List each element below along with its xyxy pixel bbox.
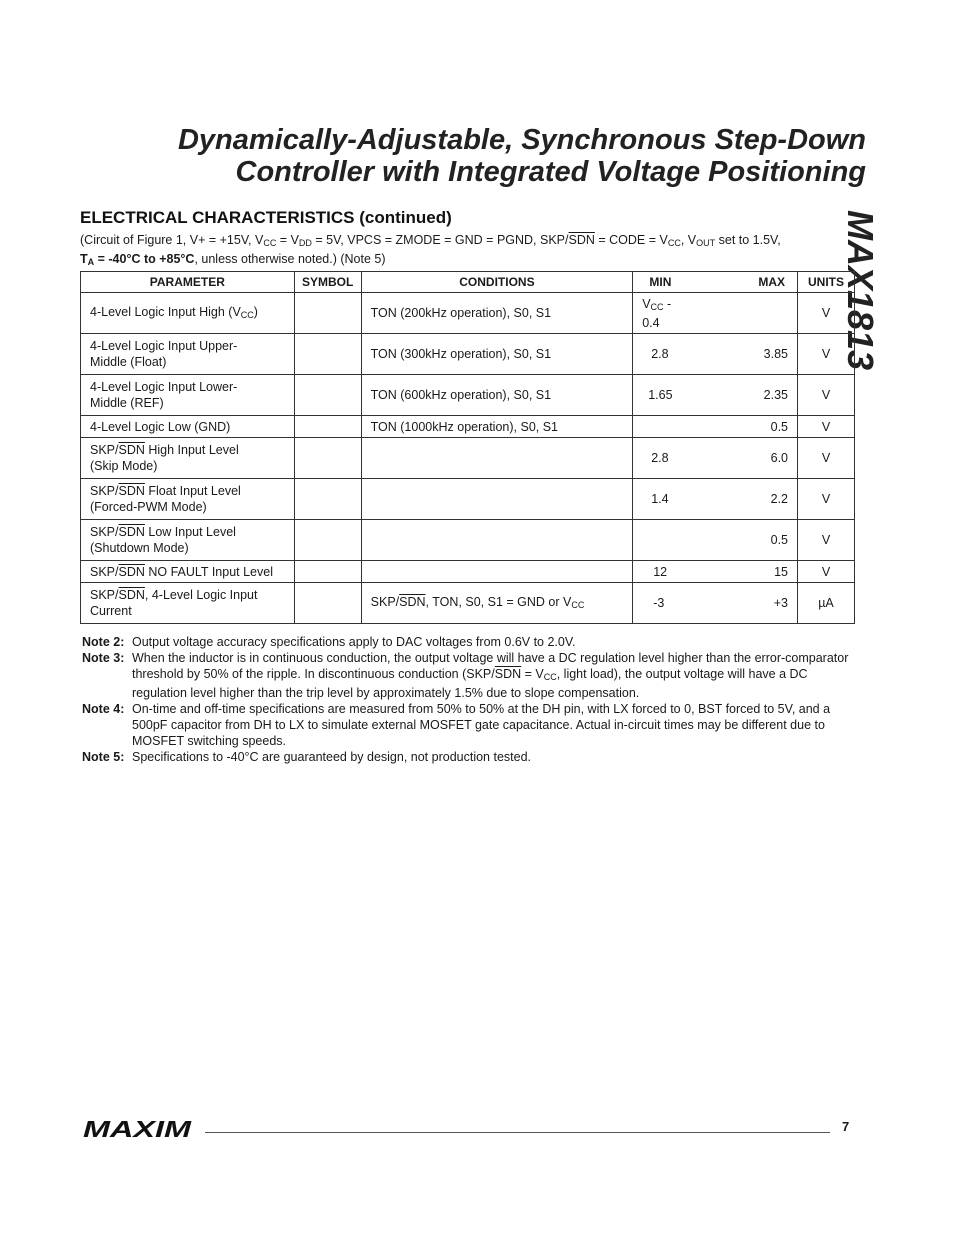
table-row (81, 334, 855, 375)
cell-symbol (294, 438, 361, 479)
section-heading: ELECTRICAL CHARACTERISTICS (continued) (80, 208, 452, 227)
page-number: 7 (842, 1119, 850, 1134)
cell-units: V (798, 520, 855, 561)
cell-units: V (798, 561, 855, 583)
col-parameter: PARAMETER (81, 272, 295, 293)
table-row (81, 293, 855, 334)
cell-max: 0.5 (688, 520, 798, 561)
cell-conditions (361, 438, 633, 479)
cell-units: V (798, 416, 855, 438)
cell-min: $V_{CC}$ - 0.4 (633, 293, 688, 334)
table-row (81, 583, 855, 624)
cell-max: 2.2 (688, 479, 798, 520)
col-min: MIN (633, 272, 688, 293)
cell-parameter: 4-Level Logic Input Upper- Middle (Float) (81, 334, 295, 375)
cell-max: 0.5 (688, 416, 798, 438)
footer-rule (205, 1132, 830, 1133)
page-title (60, 124, 866, 188)
note-2: Note 2: Output voltage accuracy specifications apply to DAC voltages from 0.6V to 2.0V. (82, 635, 576, 649)
cell-min: 2.8 (633, 334, 688, 375)
cell-min (633, 416, 688, 438)
table-row (81, 438, 855, 479)
note-3: Note 3: When the inductor is in continuous conduction, the output voltage will have a DC regulation level higher than the error-comparator threshold by 50% of the ripple. In discontinuous conduction ($SKP/\overline{SDN} = V_{CC}$, light load), the output voltage will have a DC regulation level higher than the trip level by approximately 1.5% due to slope compensation. (82, 651, 849, 700)
cell-symbol (294, 293, 361, 334)
cell-parameter: 4-Level Logic Low (GND) (81, 416, 295, 438)
table-row (81, 375, 855, 416)
side-part-number: MAX1813 (840, 210, 881, 371)
cell-conditions (361, 479, 633, 520)
table-header-row (81, 272, 855, 293)
cell-units: V (798, 438, 855, 479)
cell-max: 3.85 (688, 334, 798, 375)
test-conditions: (Circuit of Figure 1, V+ = +15V, $V_{CC} = V_{DD} = 5V$, VPCS = ZMODE = GND = PGND, SKP/$\overline{SDN}$ = CODE = $V_{CC}$, $V_{OUT}$ set to 1.5V, $T_A = -40^\circ C$ to +85°C, unless otherwise noted.) (Note 5) (80, 233, 781, 267)
cell-max: 2.35 (688, 375, 798, 416)
cell-min: 1.4 (633, 479, 688, 520)
cell-conditions: TON (600kHz operation), S0, S1 (361, 375, 633, 416)
cell-conditions: TON (1000kHz operation), S0, S1 (361, 416, 633, 438)
cell-parameter: SKP/$\overline{SDN}$ High Input Level (Skip Mode) (81, 438, 295, 479)
cell-parameter: SKP/$\overline{SDN}$, 4-Level Logic Input Current (81, 583, 295, 624)
note-4: Note 4: On-time and off-time specifications are measured from 50% to 50% at the DH pin, with LX forced to 0, BST forced to 5V, and a 500pF capacitor from DH to LX to simulate external MOSFET gate capacitance. Actual in-circuit times may be different due to MOSFET switching speeds. (82, 702, 831, 748)
table-row (81, 479, 855, 520)
notes-section (82, 634, 852, 765)
cell-conditions (361, 520, 633, 561)
electrical-characteristics-table (80, 271, 855, 624)
cell-parameter: SKP/$\overline{SDN}$ NO FAULT Input Level (81, 561, 295, 583)
cell-min: 12 (633, 561, 688, 583)
cell-symbol (294, 520, 361, 561)
cell-parameter: 4-Level Logic Input Lower- Middle (REF) (81, 375, 295, 416)
cell-units: V (798, 293, 855, 334)
cell-min: 1.65 (633, 375, 688, 416)
cell-symbol (294, 416, 361, 438)
col-units: UNITS (798, 272, 855, 293)
cell-symbol (294, 334, 361, 375)
cell-parameter: SKP/$\overline{SDN}$ Low Input Level (Shutdown Mode) (81, 520, 295, 561)
cell-min: -3 (633, 583, 688, 624)
cell-max (688, 293, 798, 334)
logo-text: MAXIM (83, 1118, 193, 1140)
col-symbol: SYMBOL (294, 272, 361, 293)
cell-symbol (294, 583, 361, 624)
cell-conditions: SKP/$\overline{SDN}$, TON, S0, S1 = GND or $V_{CC}$ (361, 583, 633, 624)
cell-min (633, 520, 688, 561)
cell-max: 6.0 (688, 438, 798, 479)
cell-max: +3 (688, 583, 798, 624)
cell-symbol (294, 375, 361, 416)
table-row (81, 416, 855, 438)
cell-units: V (798, 479, 855, 520)
cell-conditions (361, 561, 633, 583)
cell-parameter: 4-Level Logic Input High $(V_{CC})$ (81, 293, 295, 334)
cell-units: V (798, 334, 855, 375)
note-5: Note 5: Specifications to -40°C are guaranteed by design, not production tested. (82, 750, 531, 764)
col-max: MAX (688, 272, 798, 293)
cell-symbol (294, 561, 361, 583)
table-row (81, 520, 855, 561)
maxim-logo (83, 1118, 193, 1140)
cell-conditions: TON (300kHz operation), S0, S1 (361, 334, 633, 375)
cell-units: V (798, 375, 855, 416)
cell-conditions: TON (200kHz operation), S0, S1 (361, 293, 633, 334)
cell-units: µA (798, 583, 855, 624)
cell-symbol (294, 479, 361, 520)
cell-min: 2.8 (633, 438, 688, 479)
title-line-2: Controller with Integrated Voltage Positioning (235, 156, 866, 188)
col-conditions: CONDITIONS (361, 272, 633, 293)
table-row (81, 561, 855, 583)
title-line-1: Dynamically-Adjustable, Synchronous Step-Down (177, 124, 866, 156)
cell-parameter: SKP/$\overline{SDN}$ Float Input Level (Forced-PWM Mode) (81, 479, 295, 520)
cell-max: 15 (688, 561, 798, 583)
